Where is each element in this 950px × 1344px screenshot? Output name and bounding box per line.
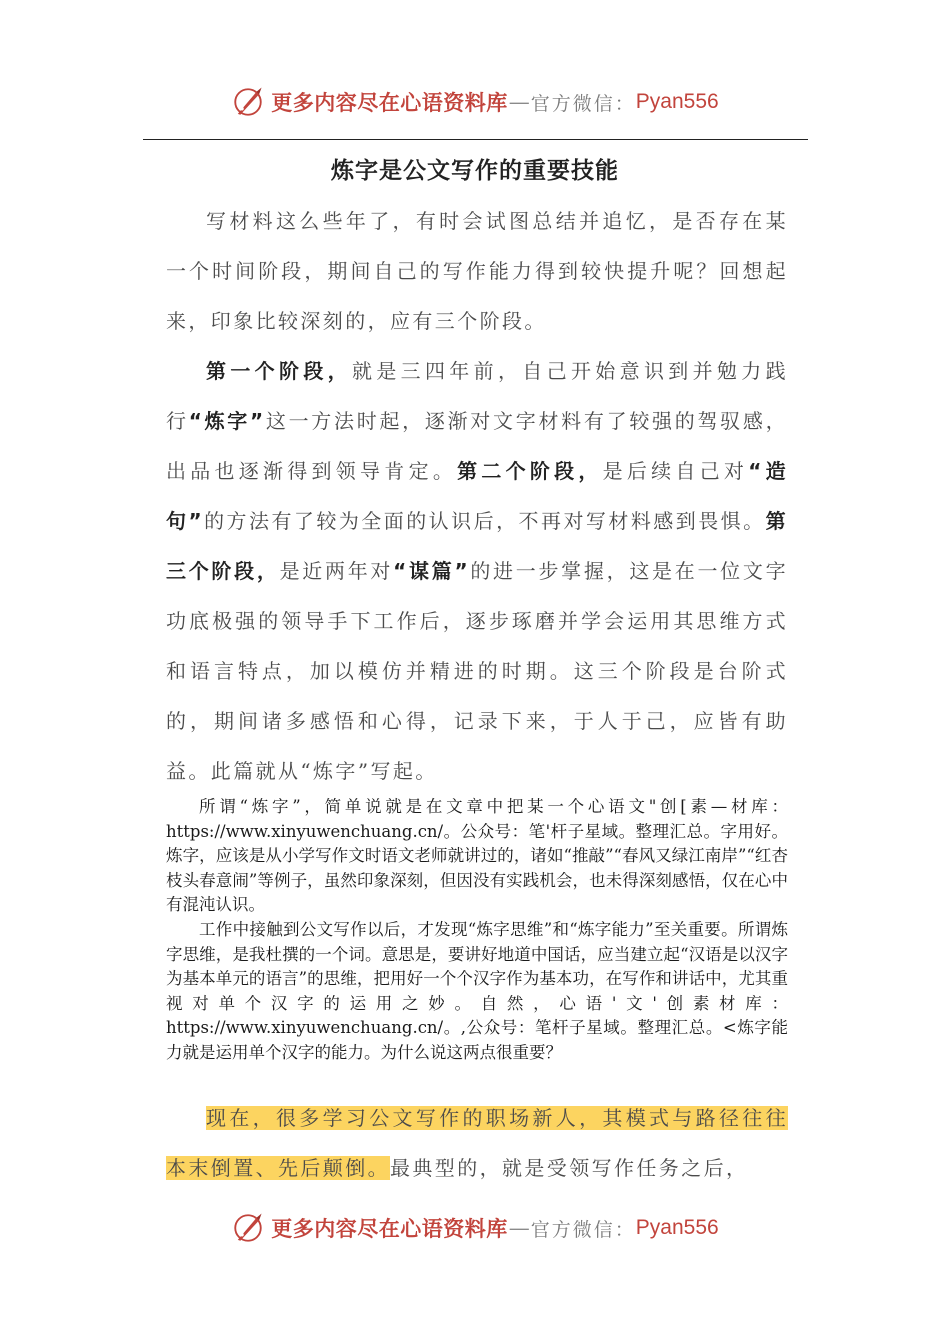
banner-wechat-label: 官方微信：	[530, 92, 636, 115]
page-title: 炼字是公文写作的重要技能	[331, 158, 619, 184]
stages-paragraph	[166, 346, 788, 796]
final-rest: 最典型的，就是受领写作任务之后，	[390, 1156, 749, 1180]
lianzi-definition-text: 所谓“炼字”，简单说就是在文章中把某一个心语文"创[素—材库：https://www.xinyuwenchuang.cn/。公众号：笔'杆子星域。整理汇总。字用好。炼字，应该是从小学写作文时语文老师就讲过的，诸如“推敲”“春风又绿江南岸”“红杏枝头春意闹”等例子，虽然印象深刻，但因没有实践机会，也未得深刻感悟，仅在心中有混沌认识。	[166, 797, 788, 914]
stage-1-text-b: 这一方法时起，逐渐对文字材料有了较强的驾驭感，出品也逐渐得到领导肯定。	[166, 409, 789, 483]
footer-banner	[0, 1208, 950, 1248]
intro-text: 写材料这么些年了，有时会试图总结并追忆，是否存在某一个时间阶段，期间自己的写作能力得到较快提升呢？回想起来，印象比较深刻的，应有三个阶段。	[166, 209, 788, 333]
header-banner	[0, 82, 950, 122]
stage-1-text-a: 就是三四年前，自己开始意识到并勉力践行	[166, 359, 788, 433]
banner-dash: —	[508, 90, 530, 114]
footer-dash: —	[508, 1216, 530, 1240]
stages-text	[166, 346, 788, 796]
stage-3-text-a: 是近两年对	[279, 559, 394, 583]
footer-site-name: 更多内容尽在心语资料库	[271, 1216, 508, 1241]
highlighted-sentence: 现在，很多学习公文写作的职场新人，其模式与路径往往本末倒置、先后颠倒。	[166, 1106, 788, 1180]
quill-logo-icon	[231, 1211, 265, 1245]
stage-2-text-a: 是后续自己对	[602, 459, 749, 483]
footer-wechat-id: Pyan556	[635, 1216, 719, 1239]
header-rule	[143, 139, 808, 140]
banner-wechat-id: Pyan556	[635, 90, 719, 113]
final-paragraph	[166, 1093, 788, 1193]
banner-site-name: 更多内容尽在心语资料库	[271, 90, 508, 115]
stage-2-term: “造句”	[166, 459, 788, 533]
stage-1-label: 第一个阶段，	[206, 359, 352, 383]
final-text	[166, 1093, 788, 1193]
stage-3-label: 第三个阶段，	[166, 509, 789, 583]
stage-1-term: “炼字”	[188, 409, 266, 433]
intro-paragraph	[166, 196, 788, 346]
stage-3-text-b: 的进一步掌握，这是在一位文字功底极强的领导手下工作后，逐步琢磨并学会运用其思维方式和语言特点，加以模仿并精进的时期。这三个阶段是台阶式的，期间诸多感悟和心得，记录下来，于人于己，应皆有助益。此篇就从“炼字”写起。	[166, 559, 789, 783]
lianzi-thinking-text: 工作中接触到公文写作以后，才发现“炼字思维”和“炼字能力”至关重要。所谓炼字思维，是我杜撰的一个词。意思是，要讲好地道中国话，应当建立起“汉语是以汉字为基本单元的语言”的思维，把用好一个个汉字作为基本功，在写作和讲话中，尤其重视对单个汉字的运用之妙。自然，心语'文'创素材库：https://www.xinyuwenchuang.cn/。,公众号：笔杆子星域。整理汇总。<炼字能力就是运用单个汉字的能力。为什么说这两点很重要？	[166, 920, 788, 1062]
stage-2-label: 第二个阶段，	[457, 459, 603, 483]
lianzi-thinking-paragraph	[166, 918, 788, 1065]
stage-2-text-b: 的方法有了较为全面的认识后，不再对写材料感到畏惧。	[204, 509, 766, 533]
lianzi-definition-paragraph	[166, 795, 788, 918]
stage-3-term: “谋篇”	[393, 559, 470, 583]
footer-wechat-label: 官方微信：	[530, 1218, 636, 1241]
quill-logo-icon	[231, 85, 265, 119]
